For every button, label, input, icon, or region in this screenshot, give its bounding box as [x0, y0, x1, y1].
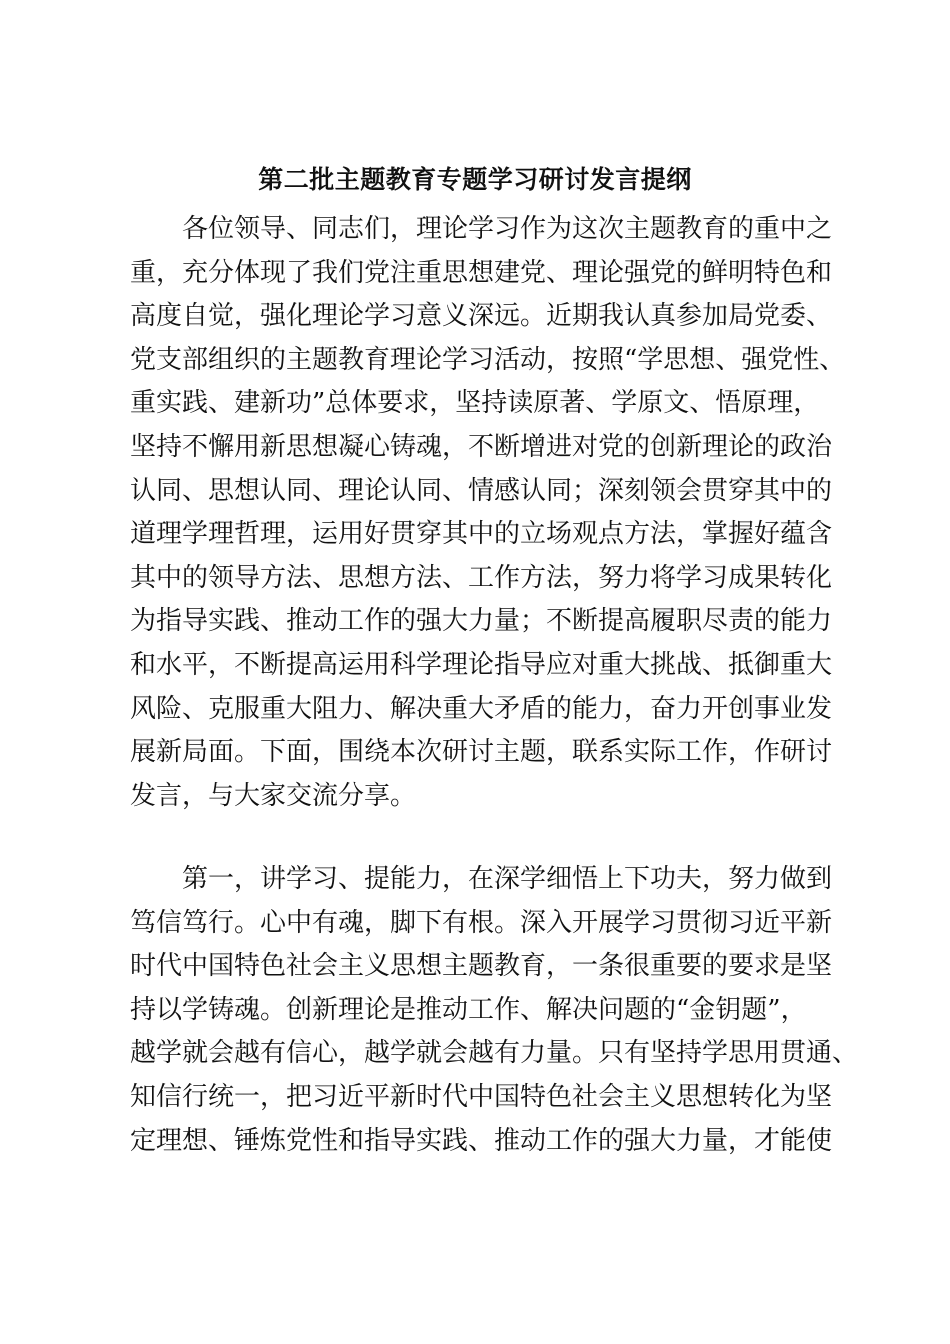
- text-line: 认同、思想认同、理论认同、情感认同；深刻领会贯穿其中的: [130, 475, 833, 506]
- text-line: 党支部组织的主题教育理论学习活动，按照“学思想、强党性、: [130, 344, 846, 375]
- text-line: 知信行统一，把习近平新时代中国特色社会主义思想转化为坚: [130, 1081, 833, 1112]
- text-line: 笃信笃行。心中有魂，脚下有根。深入开展学习贯彻习近平新: [130, 907, 833, 938]
- text-line: 各位领导、同志们，理论学习作为这次主题教育的重中之: [182, 214, 833, 244]
- paragraph-intro: [130, 208, 846, 818]
- text-line: 道理学理哲理，运用好贯穿其中的立场观点方法，掌握好蕴含: [130, 519, 833, 550]
- text-line: 越学就会越有信心，越学就会越有力量。只有坚持学思用贯通、: [130, 1038, 859, 1069]
- text-line: 第一，讲学习、提能力，在深学细悟上下功夫，努力做到: [182, 864, 833, 894]
- text-line: 展新局面。下面，围绕本次研讨主题，联系实际工作，作研讨: [130, 737, 833, 768]
- text-line: 高度自觉，强化理论学习意义深远。近期我认真参加局党委、: [130, 301, 833, 332]
- text-line: 坚持不懈用新思想凝心铸魂，不断增进对党的创新理论的政治: [130, 431, 833, 462]
- text-line: 发言，与大家交流分享。: [130, 780, 417, 811]
- text-line: 时代中国特色社会主义思想主题教育，一条很重要的要求是坚: [130, 951, 833, 982]
- text-line: 持以学铸魂。创新理论是推动工作、解决问题的“金钥题”，: [130, 994, 807, 1025]
- text-line: 为指导实践、推动工作的强大力量；不断提高履职尽责的能力: [130, 606, 833, 637]
- text-line: 和水平，不断提高运用科学理论指导应对重大挑战、抵御重大: [130, 649, 833, 680]
- text-line: 重实践、建新功”总体要求，坚持读原著、学原文、悟原理，: [130, 388, 820, 419]
- text-line: 定理想、锤炼党性和指导实践、推动工作的强大力量，才能使: [130, 1125, 833, 1156]
- text-line: 其中的领导方法、思想方法、工作方法，努力将学习成果转化: [130, 562, 833, 593]
- paragraph-first-point: [130, 858, 859, 1163]
- text-line: 重，充分体现了我们党注重思想建党、理论强党的鲜明特色和: [130, 257, 833, 288]
- document-title: 第二批主题教育专题学习研讨发言提纲: [258, 165, 692, 194]
- text-line: 风险、克服重大阻力、解决重大矛盾的能力，奋力开创事业发: [130, 693, 833, 724]
